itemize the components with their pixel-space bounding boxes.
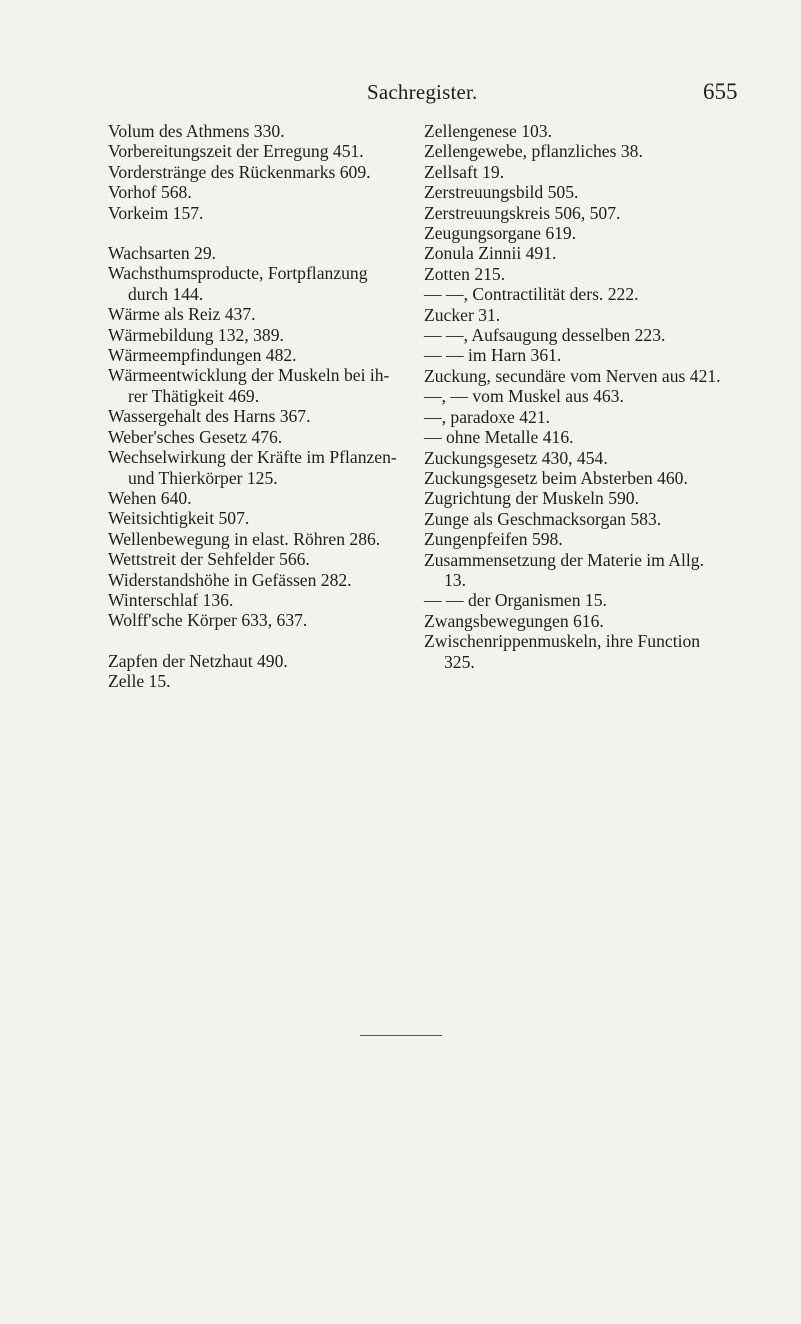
index-entry: Zellengewebe, pflanzliches 38.	[424, 141, 643, 162]
page-header	[0, 80, 801, 110]
index-entry: Zugrichtung der Muskeln 590.	[424, 488, 639, 509]
index-entry: Zungenpfeifen 598.	[424, 529, 563, 550]
index-entry: Zerstreuungskreis 506, 507.	[424, 202, 621, 223]
index-entry: Zotten 215.	[424, 263, 506, 284]
index-entry: Winterschlaf 136.	[108, 589, 234, 610]
index-entry: Wärmeentwicklung der Muskeln bei ih-	[108, 365, 390, 386]
index-entry: Zucker 31.	[424, 304, 501, 325]
index-entry: Vorkeim 157.	[108, 202, 204, 223]
index-entry: Widerstandshöhe in Gefässen 282.	[108, 569, 352, 590]
index-entry: — — der Organismen 15.	[424, 590, 607, 611]
index-entry-continuation: 325.	[444, 651, 475, 672]
index-entry: Weitsichtigkeit 507.	[108, 508, 250, 529]
index-column-left	[108, 121, 408, 692]
index-entry: Zeugungsorgane 619.	[424, 223, 577, 244]
index-entry: Zuckung, secundäre vom Nerven aus 421.	[424, 365, 721, 386]
index-entry: Zunge als Geschmacksorgan 583.	[424, 508, 662, 529]
index-entry: — ohne Metalle 416.	[424, 427, 574, 448]
index-entry: — —, Contractilität ders. 222.	[424, 284, 639, 305]
index-entry: Vorbereitungszeit der Erregung 451.	[108, 141, 364, 162]
index-entry-continuation: und Thierkörper 125.	[128, 467, 278, 488]
index-entry: Zellengenese 103.	[424, 121, 552, 141]
index-entry: Wachsthumsproducte, Fortpflanzung	[108, 263, 368, 284]
index-entry: — —, Aufsaugung desselben 223.	[424, 325, 666, 346]
page-number: 655	[703, 79, 738, 104]
index-entry-continuation: 13.	[444, 569, 466, 590]
index-entry: Weber'sches Gesetz 476.	[108, 426, 283, 447]
index-entry: Zonula Zinnii 491.	[424, 243, 557, 264]
index-entry: —, paradoxe 421.	[424, 406, 551, 427]
index-entry-continuation: durch 144.	[128, 283, 204, 304]
index-entry: Zerstreuungsbild 505.	[424, 182, 579, 203]
index-entry: Zellsaft 19.	[424, 161, 505, 182]
index-entry: Zwischenrippenmuskeln, ihre Function	[424, 631, 701, 652]
running-title: Sachregister.	[367, 80, 478, 104]
index-entry: Wärmebildung 132, 389.	[108, 324, 284, 345]
section-gap	[108, 223, 408, 243]
index-entry: Wehen 640.	[108, 487, 192, 508]
index-entry: Wolff'sche Körper 633, 637.	[108, 610, 308, 631]
index-entry: Wärmeempfindungen 482.	[108, 345, 297, 366]
index-entry: Wechselwirkung der Kräfte im Pflanzen-	[108, 447, 397, 468]
index-entry: —, — vom Muskel aus 463.	[424, 386, 624, 407]
index-entry: Wachsarten 29.	[108, 243, 217, 264]
index-entry-continuation: rer Thätigkeit 469.	[128, 385, 260, 406]
index-entry: Zwangsbewegungen 616.	[424, 610, 604, 631]
index-column-right	[424, 121, 754, 672]
index-entry: Wellenbewegung in elast. Röhren 286.	[108, 528, 381, 549]
index-entry: Zuckungsgesetz beim Absterben 460.	[424, 467, 688, 488]
index-entry: Zusammensetzung der Materie im Allg.	[424, 549, 704, 570]
index-entry: Vorderstränge des Rückenmarks 609.	[108, 161, 371, 182]
section-gap	[108, 631, 408, 651]
index-entry: Wärme als Reiz 437.	[108, 304, 256, 325]
index-entry: Volum des Athmens 330.	[108, 121, 285, 141]
index-entry: Zuckungsgesetz 430, 454.	[424, 447, 608, 468]
index-entry: Wassergehalt des Harns 367.	[108, 406, 311, 427]
index-entry: — — im Harn 361.	[424, 345, 562, 366]
end-rule	[360, 1035, 442, 1036]
index-entry: Wettstreit der Sehfelder 566.	[108, 549, 310, 570]
index-entry: Zelle 15.	[108, 671, 171, 692]
index-entry: Vorhof 568.	[108, 182, 192, 203]
index-entry: Zapfen der Netzhaut 490.	[108, 650, 288, 671]
